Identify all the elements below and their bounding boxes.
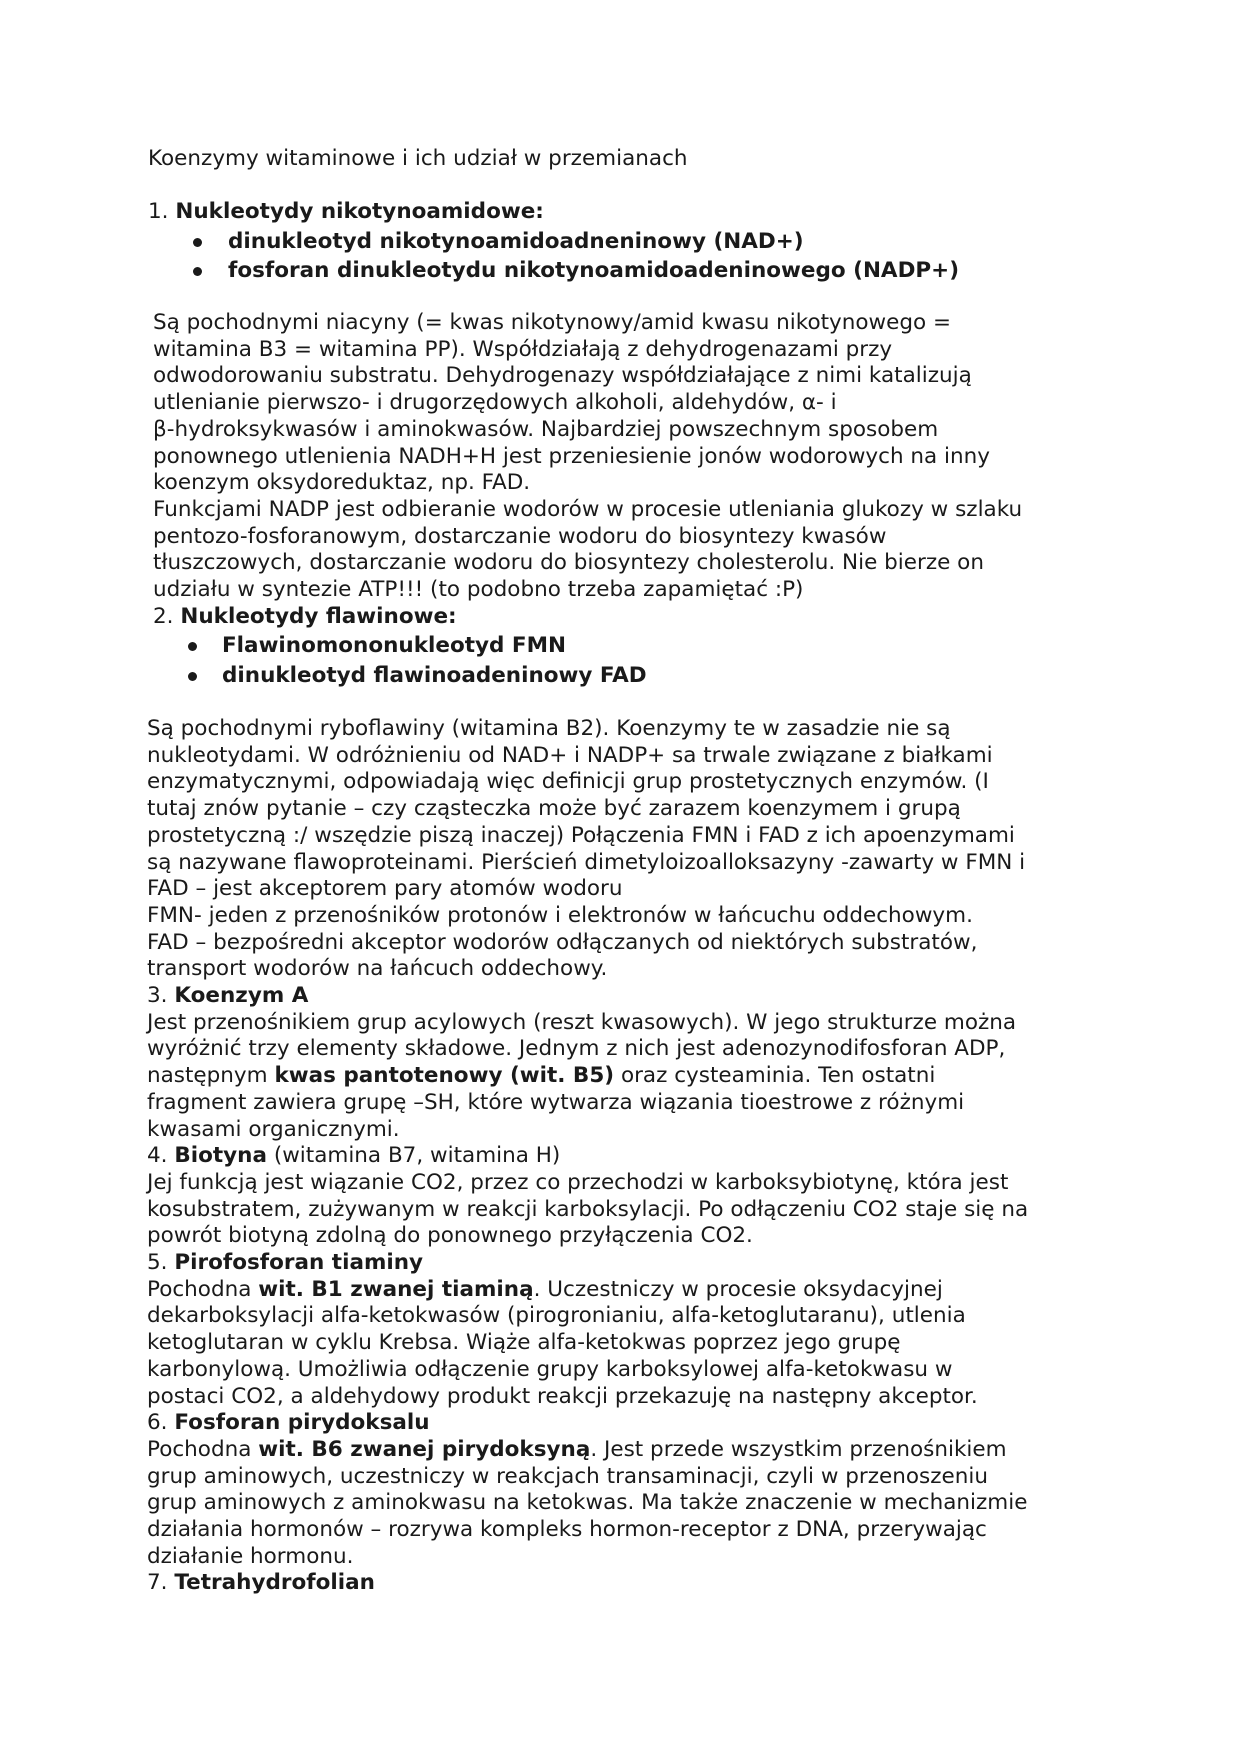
section-2-bullet: Flawinomononukleotyd FMN [222,633,566,658]
section-1-bullet: fosforan dinukleotydu nikotynoamidoadeninowego (NADP+) [228,258,960,283]
section-3: 3. Koenzym A Jest przenośnikiem grup acylowych (reszt kwasowych). W jego strukturze można wyróżnić trzy elementy składowe. Jednym z nich jest adenozynodifosforan ADP, następnym kwas pantotenowy (wit. B5) oraz cysteaminia. Ten ostatni fragment zawiera grupę –SH, które wytwarza wiązania tioestrowe z różnymi kwasami organicznymi. 4. Biotyna (witamina B7, witamina H) Jej funkcją jest wiązanie CO2, przez co przechodzi w karboksybiotynę, która jest kosubstratem, zużywanym w reakcji karboksylacji. Po odłączeniu CO2 staje się na powrót biotyną zdolną do ponownego przyłączenia CO2. 5. Pirofosforan tiaminy Pochodna wit. B1 zwanej tiaminą. Uczestniczy w procesie oksydacyjnej dekarboksylacji alfa-ketokwasów (pirogronianiu, alfa-ketoglutaranu), utlenia ketoglutaran w cyklu Krebsa. Wiąże alfa-ketokwas poprzez jego grupę karbonylową. Umożliwia odłączenie grupy karboksylowej alfa-ketokwasu w postaci CO2, a aldehydowy produkt reakcji przekazuję na następny akceptor. 6. Fosforan pirydoksalu Pochodna wit. B6 zwanej pirydoksyną. Jest przede wszystkim przenośnikiem grup aminowych, uczestniczy w reakcjach transaminacji, czyli w przenoszeniu grup aminowych z aminokwasu na ketokwas. Ma także znaczenie w mechanizmie działania hormonów – rozrywa kompleks hormon-receptor z DNA, przerywając działanie hormonu. 7. Tetrahydrofolian [147,983,1029,1596]
section-7-heading: 7. Tetrahydrofolian [147,1570,375,1596]
document-title: Koenzymy witaminowe i ich udział w przemianach [148,146,688,171]
bullet-dot [193,267,202,276]
bullet-dot [193,238,202,247]
section-2-bullet: dinukleotyd flawinoadeninowy FAD [222,663,647,688]
section-5-heading: 5. Pirofosforan tiaminy [147,1250,424,1276]
bullet-dot [188,672,197,681]
section-2-body: Są pochodnymi ryboflawiny (witamina B2). Koenzymy te w zasadzie nie są nukleotydami. W odróżnieniu od NAD+ i NADP+ sa trwale związane z białkami enzymatycznymi, odpowiadają więc definicji grup prostetycznych enzymów. (I tutaj znów pytanie – czy cząsteczka może być zarazem koenzymem i grupą prostetyczną :/ wszędzie piszą inaczej) Połączenia FMN i FAD z ich apoenzymami są nazywane flawoproteinami. Pierścień dimetyloizoalloksazyny -zawarty w FMN i FAD – jest akceptorem pary atomów wodoru FMN- jeden z przenośników protonów i elektronów w łańcuchu oddechowym. FAD – bezpośredni akceptor wodorów odłączanych od niektórych substratów, transport wodorów na łańcuch oddechowy. [147,716,1026,982]
section-1-heading: 1. Nukleotydy nikotynoamidowe: [148,199,544,224]
section-6-heading: 6. Fosforan pirydoksalu [147,1410,430,1436]
section-2-heading: 2. Nukleotydy flawinowe: [153,604,457,629]
bullet-dot [188,642,197,651]
section-4-heading: 4. Biotyna (witamina B7, witamina H) [147,1143,561,1169]
section-3-heading: 3. Koenzym A [147,983,309,1008]
section-1-bullet: dinukleotyd nikotynoamidoadneninowy (NAD+) [228,229,804,254]
section-1-body: Są pochodnymi niacyny (= kwas nikotynowy/amid kwasu nikotynowego = witamina B3 = witamina PP). Współdziałają z dehydrogenazami przy odwodorowaniu substratu. Dehydrogenazy współdziałające z nimi katalizują utlenianie pierwszo- i drugorzędowych alkoholi, aldehydów, α- i β-hydroksykwasów i aminokwasów. Najbardziej powszechnym sposobem ponownego utlenienia NADH+H jest przeniesienie jonów wodorowych na inny koenzym oksydoreduktaz, np. FAD. Funkcjami NADP jest odbieranie wodorów w procesie utleniania glukozy w szlaku pentozo-fosforanowym, dostarczanie wodoru do biosyntezy kwasów tłuszczowych, dostarczanie wodoru do biosyntezy cholesterolu. Nie bierze on udziału w syntezie ATP!!! (to podobno trzeba zapamiętać :P) [153,310,1023,603]
